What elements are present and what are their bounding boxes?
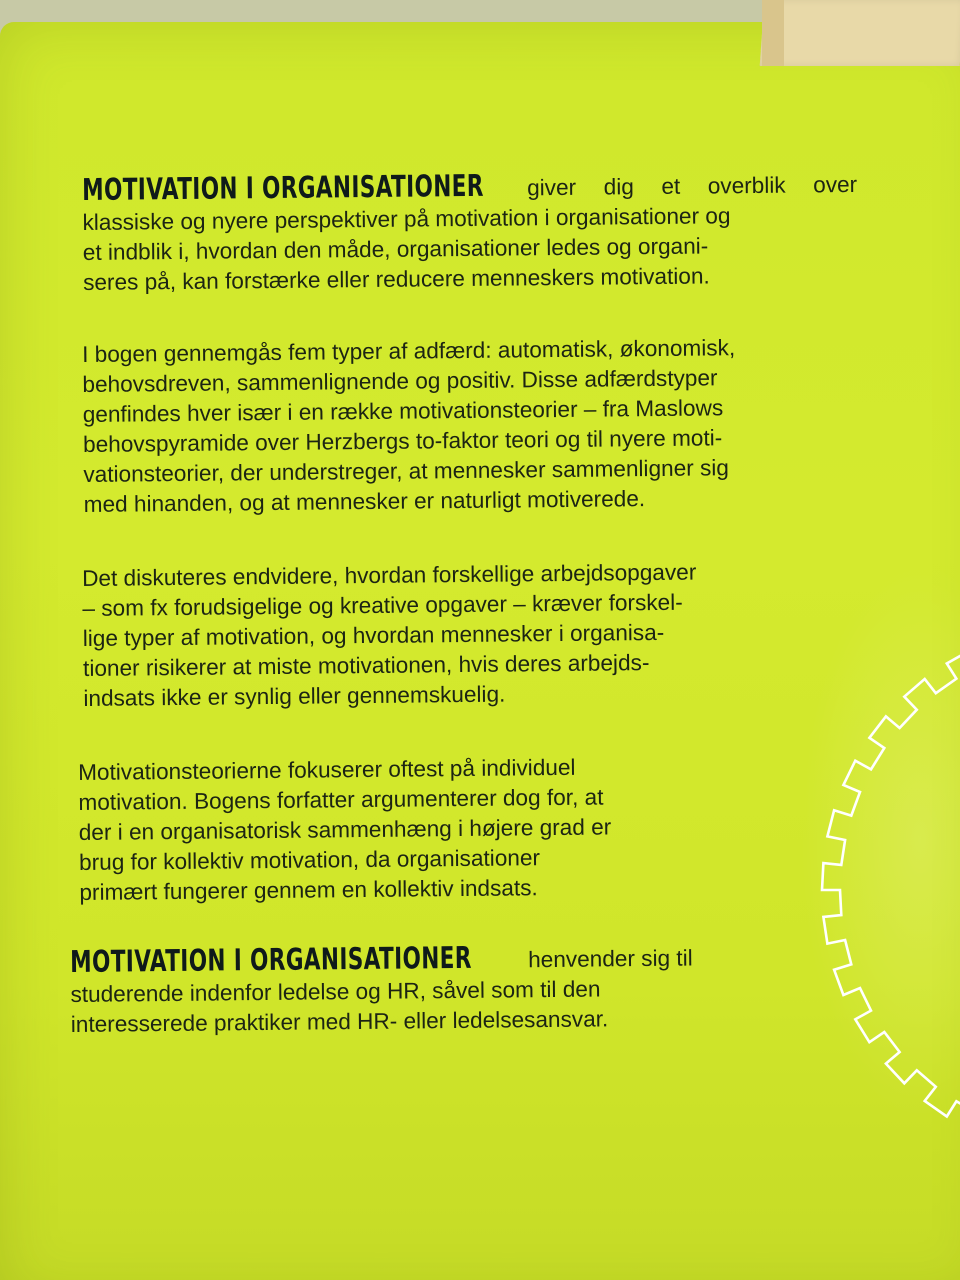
paragraph-line: genfindes hver især i en række motivationsteorier – fra Maslows (82, 395, 724, 427)
blurb-paragraph-1 (82, 168, 883, 298)
paragraph-line: et indblik i, hvordan den måde, organisationer ledes og organi- (82, 233, 709, 265)
paragraph-line: indsats ikke er synlig eller gennemskuelig. (83, 681, 506, 711)
paragraph-line: I bogen gennemgås fem typer af adfærd: automatisk, økonomisk, (82, 335, 736, 367)
blurb-paragraph-3 (82, 556, 884, 714)
masking-tape-fold (762, 0, 784, 66)
paragraph-line: motivation. Bogens forfatter argumenterer dog for, at (78, 784, 604, 815)
paragraph-line: Motivationsteorierne fokuserer oftest på individuel (78, 754, 576, 785)
paragraph-line: behovsdreven, sammenlignende og positiv. Disse adfærdstyper (82, 365, 718, 397)
paragraph-line: tioner risikerer at miste motivationen, hvis deres arbejds- (82, 650, 650, 681)
blurb-paragraph-5 (70, 940, 871, 1040)
paragraph-line: brug for kollektiv motivation, da organisationer (78, 845, 541, 875)
paragraph-line: med hinanden, og at mennesker er naturligt motiverede. (83, 486, 646, 517)
masking-tape (760, 0, 960, 66)
book-title: MOTIVATION I ORGANISATIONER (81, 168, 484, 208)
book-title-2: MOTIVATION I ORGANISATIONER (69, 940, 472, 980)
paragraph-line: MOTIVATION I ORGANISATIONER giver dig et overblik over (81, 168, 858, 208)
paragraph-line: klassiske og nyere perspektiver på motivation i organisationer og (82, 203, 731, 235)
paragraph-line: studerende indenfor ledelse og HR, såvel som til den (70, 976, 601, 1007)
blurb-paragraph-2 (82, 332, 884, 520)
paragraph-line: seres på, kan forstærke eller reducere menneskers motivation. (82, 263, 710, 295)
paragraph-line: interesserede praktiker med HR- eller ledelsesansvar. (70, 1006, 609, 1037)
blurb-paragraph-4 (78, 750, 880, 908)
paragraph-line: Det diskuteres endvidere, hvordan forskellige arbejdsopgaver (82, 559, 697, 591)
paragraph-line: behovspyramide over Herzbergs to-faktor teori og til nyere moti- (82, 425, 723, 457)
paragraph-line: primært fungerer gennem en kollektiv indsats. (79, 875, 538, 905)
paragraph-line: lige typer af motivation, og hvordan mennesker i organisa- (82, 619, 665, 651)
paragraph-line: vationsteorier, der understreger, at mennesker sammenligner sig (83, 455, 730, 487)
paragraph-line: der i en organisatorisk sammenhæng i højere grad er (78, 814, 612, 845)
paragraph-line: – som fx forudsigelige og kreative opgaver – kræver forskel- (82, 589, 683, 621)
paragraph-line: MOTIVATION I ORGANISATIONER henvender sig til (69, 940, 693, 980)
